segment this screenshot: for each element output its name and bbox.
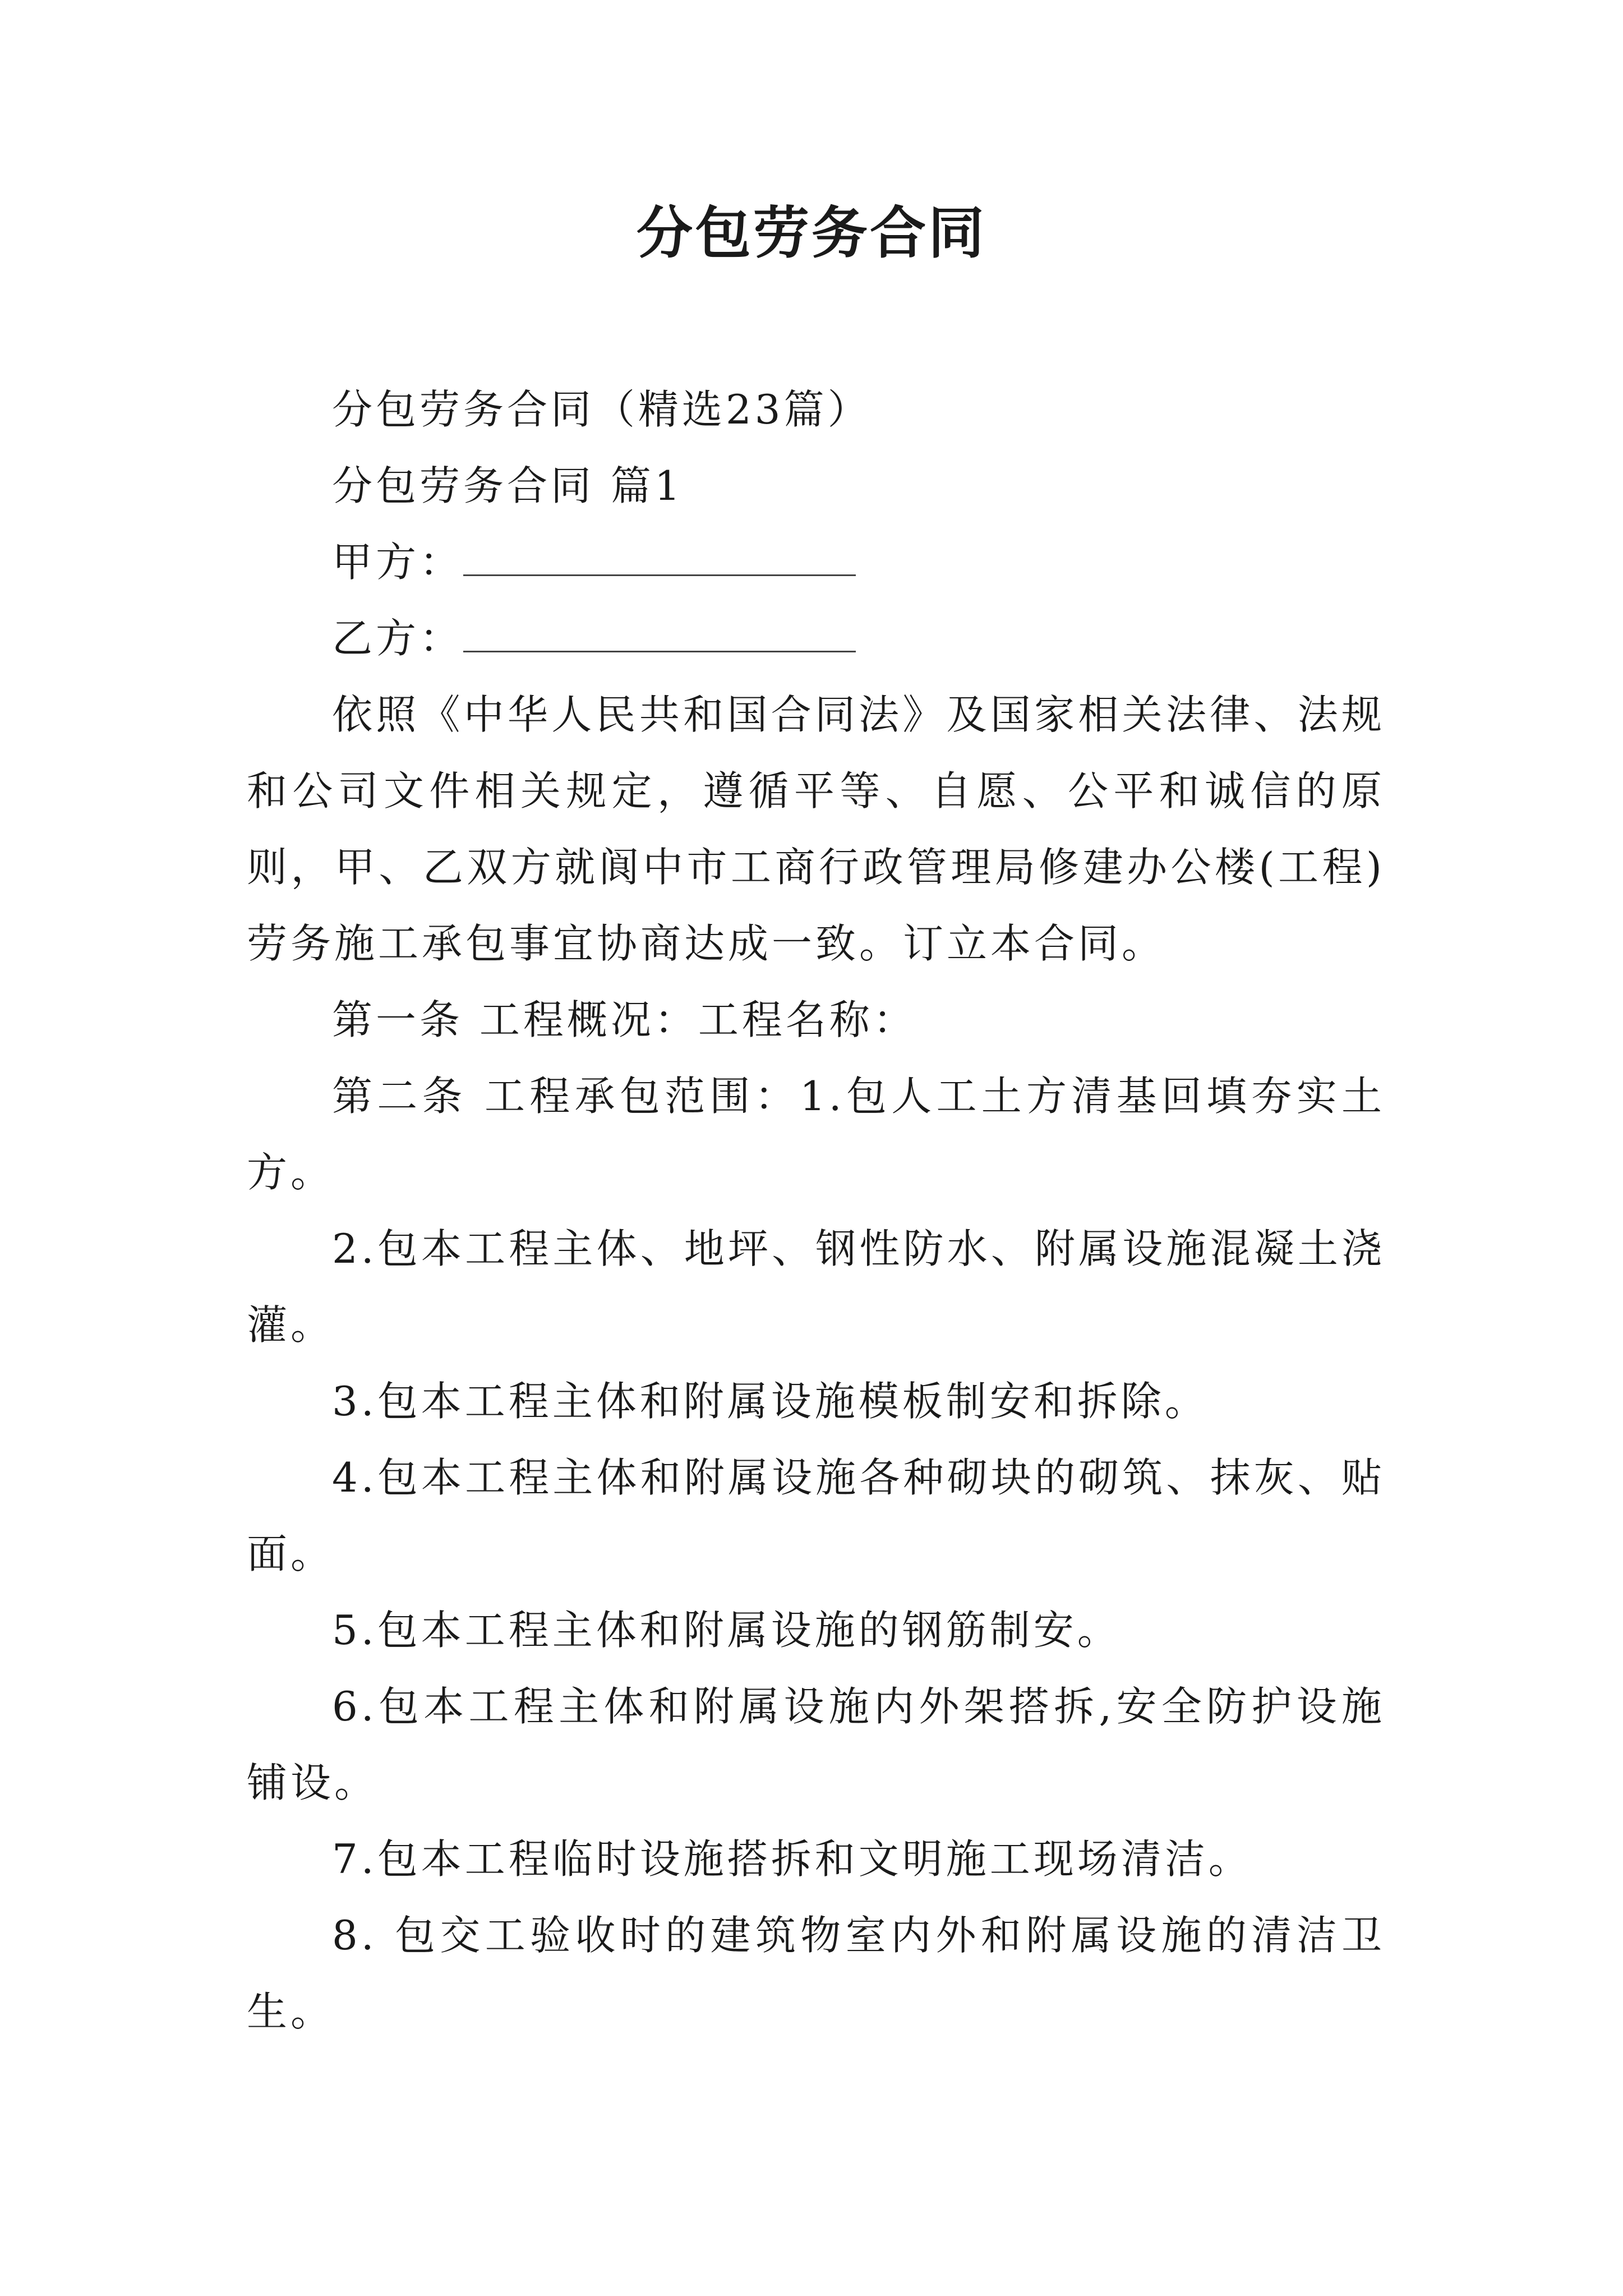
scope-item-7: 7.包本工程临时设施搭拆和文明施工现场清洁。 — [332, 1835, 1252, 1883]
scope-item-6: 6.包本工程主体和附属设施内外架搭拆,安全防护设施铺设。 — [247, 1683, 1385, 1806]
scope-item-4: 4.包本工程主体和附属设施各种砌块的砌筑、抹灰、贴面。 — [247, 1454, 1385, 1577]
document-title: 分包劳务合同 — [637, 200, 986, 266]
scope-item-5: 5.包本工程主体和附属设施的钢筋制安。 — [332, 1607, 1121, 1654]
scope-item-8: 8. 包交工验收时的建筑物室内外和附属设施的清洁卫生。 — [247, 1912, 1385, 2035]
party-b-line — [247, 600, 1385, 677]
article-1: 第一条 工程概况：工程名称： — [332, 996, 917, 1043]
document-body — [247, 371, 1385, 2050]
party-b-blank — [463, 622, 856, 652]
scope-item-3: 3.包本工程主体和附属设施模板制安和拆除。 — [332, 1378, 1209, 1425]
scope-item-2: 2.包本工程主体、地坪、钢性防水、附属设施混凝土浇灌。 — [247, 1225, 1385, 1349]
party-a-blank — [463, 545, 856, 576]
section-heading: 分包劳务合同 篇1 — [332, 462, 684, 509]
party-a-label: 甲方： — [332, 539, 464, 586]
intro-paragraph: 依照《中华人民共和国合同法》及国家相关法律、法规和公司文件相关规定，遵循平等、自愿、公平和诚信的原则，甲、乙双方就阆中市工商行政管理局修建办公楼(工程)劳务施工承包事宜协商达成一致。订立本合同。 — [247, 691, 1385, 967]
subtitle: 分包劳务合同（精选23篇） — [332, 386, 872, 433]
party-a-line — [247, 524, 1385, 600]
party-b-label: 乙方： — [332, 615, 464, 662]
article-2: 第二条 工程承包范围：1.包人工土方清基回填夯实土方。 — [247, 1073, 1385, 1196]
